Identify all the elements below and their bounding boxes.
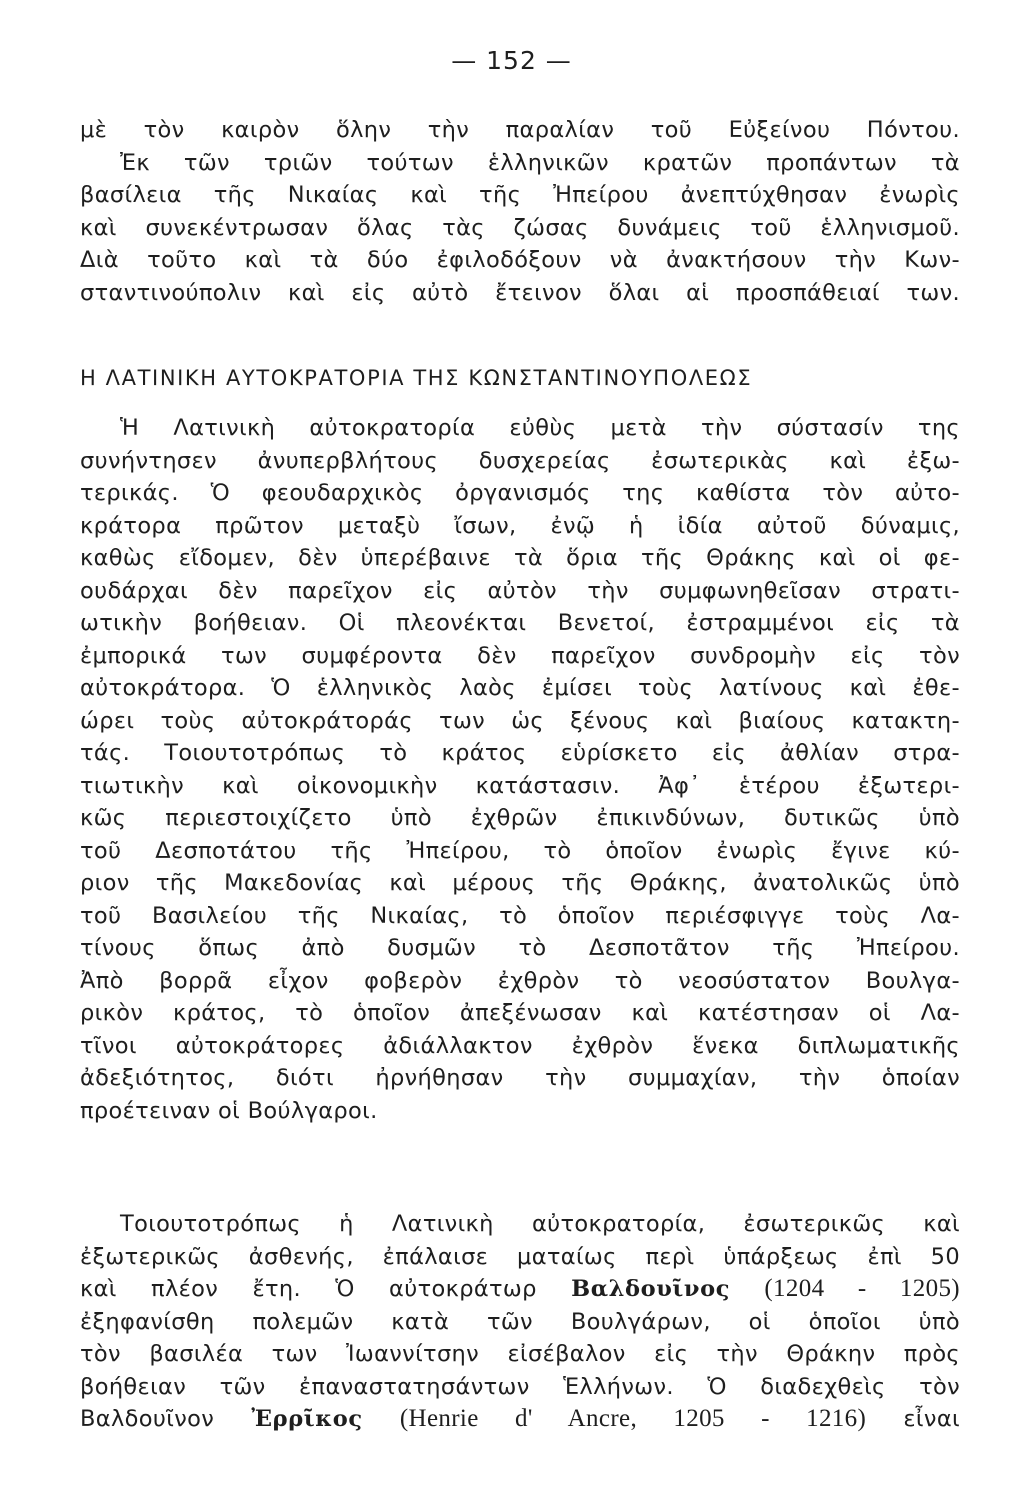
text-line: βοήθειαν τῶν ἐπαναστατησάντων Ἑλλήνων. Ὁ διαδεχθεὶς τὸν (80, 1373, 960, 1400)
text-line: ἐξωτερικῶς ἀσθενής, ἐπάλαισε ματαίως περὶ ὑπάρξεως ἐπὶ 50 (80, 1243, 960, 1270)
text-segment: καὶ πλέον ἔτη. Ὁ αὐτοκράτωρ (80, 1276, 537, 1302)
henry-parenthetical: (Henrie d' Ancre, 1205 - 1216) (399, 1405, 867, 1432)
text-line: ριον τῆς Μακεδονίας καὶ μέρους τῆς Θράκης, ἀνατολικῶς ὑπὸ (80, 870, 960, 896)
reign-dates: (1204 - 1205) (764, 1275, 960, 1302)
section-heading: Η ΛΑΤΙΝΙΚΗ ΑΥΤΟΚΡΑΤΟΡΙΑ ΤΗΣ ΚΩΝΣΤΑΝΤΙΝΟΥΠΟΛΕΩΣ (80, 366, 753, 390)
text-line: τὸν βασιλέα των Ἰωαννίτσην εἰσέβαλον εἰς τὴν Θράκην πρὸς (80, 1341, 960, 1367)
text-line: ρικὸν κράτος, τὸ ὁποῖον ἀπεξένωσαν καὶ κατέστησαν οἱ Λα- (80, 1000, 960, 1026)
emperor-name-henry: Ἐρρῖκος (251, 1406, 363, 1432)
text-line (80, 1403, 960, 1436)
text-line: καὶ συνεκέντρωσαν ὅλας τὰς ζώσας δυνάμεις τοῦ ἑλληνισμοῦ. (80, 214, 960, 241)
text-line: Ἐκ τῶν τριῶν τούτων ἑλληνικῶν κρατῶν προπάντων τὰ (120, 149, 960, 176)
page-number: — 152 — (451, 46, 572, 75)
text-line: προέτειναν οἱ Βούλγαροι. (80, 1097, 378, 1124)
paragraph-emperors (80, 1208, 960, 1436)
emperor-name-baldwin: Βαλδουῖνος (571, 1276, 731, 1302)
text-line: τιωτικὴν καὶ οἰκονομικὴν κατάστασιν. Ἀφ᾿ ἑτέρου ἐξωτερι- (80, 772, 960, 799)
text-line: τάς. Τοιουτοτρόπως τὸ κράτος εὑρίσκετο εἰς ἀθλίαν στρα- (80, 740, 960, 766)
text-line: ἀδεξιότητος, διότι ἠρνήθησαν τὴν συμμαχίαν, τὴν ὁποίαν (80, 1065, 960, 1091)
text-line: Τοιουτοτρόπως ἡ Λατινικὴ αὐτοκρατορία, ἐσωτερικῶς καὶ (120, 1211, 960, 1237)
text-segment: Βαλδουῖνον (80, 1406, 215, 1432)
text-line: αὐτοκράτορα. Ὁ ἑλληνικὸς λαὸς ἐμίσει τοὺς λατίνους καὶ ἐθε- (80, 675, 960, 701)
text-line: Διὰ τοῦτο καὶ τὰ δύο ἐφιλοδόξουν νὰ ἀνακτήσουν τὴν Κων- (80, 247, 960, 273)
text-line: μὲ τὸν καιρὸν ὅλην τὴν παραλίαν τοῦ Εὐξείνου Πόντου. (80, 117, 960, 143)
text-line: Ἡ Λατινικὴ αὐτοκρατορία εὐθὺς μετὰ τὴν σύστασίν της (120, 415, 960, 441)
text-line: τῖνοι αὐτοκράτορες ἀδιάλλακτον ἐχθρὸν ἕνεκα διπλωματικῆς (80, 1032, 960, 1059)
text-line: σταντινούπολιν καὶ εἰς αὐτὸ ἔτεινον ὅλαι αἱ προσπάθειαί των. (80, 279, 960, 306)
text-line: ἐξηφανίσθη πολεμῶν κατὰ τῶν Βουλγάρων, οἱ ὁποῖοι ὑπὸ (80, 1308, 960, 1335)
text-line: ώρει τοὺς αὐτοκράτοράς των ὡς ξένους καὶ βιαίους κατακτη- (80, 707, 960, 734)
text-line: κράτορα πρῶτον μεταξὺ ἴσων, ἐνῷ ἡ ἰδία αὐτοῦ δύναμις, (80, 512, 960, 539)
text-line: κῶς περιεστοιχίζετο ὑπὸ ἐχθρῶν ἐπικινδύνων, δυτικῶς ὑπὸ (80, 805, 960, 831)
text-line: ωτικὴν βοήθειαν. Οἱ πλεονέκται Βενετοί, ἐστραμμένοι εἰς τὰ (80, 610, 960, 636)
text-line: ουδάρχαι δὲν παρεῖχον εἰς αὐτὸν τὴν συμφωνηθεῖσαν στρατι- (80, 577, 960, 604)
text-line: ἐμπορικά των συμφέροντα δὲν παρεῖχον συνδρομὴν εἰς τὸν (80, 642, 960, 669)
text-line: Ἀπὸ βορρᾶ εἶχον φοβερὸν ἐχθρὸν τὸ νεοσύστατον Βουλγα- (80, 967, 960, 994)
text-line: συνήντησεν ἀνυπερβλήτους δυσχερείας ἐσωτερικὰς καὶ ἐξω- (80, 447, 960, 474)
text-line: τερικάς. Ὁ φεουδαρχικὸς ὀργανισμός της καθίστα τὸν αὐτο- (80, 480, 960, 506)
text-segment: εἶναι (903, 1406, 960, 1432)
paragraph-latin-empire (80, 412, 960, 1127)
text-line: τίνους ὅπως ἀπὸ δυσμῶν τὸ Δεσποτᾶτον τῆς Ἠπείρου. (80, 935, 960, 961)
text-line: καθὼς εἴδομεν, δὲν ὑπερέβαινε τὰ ὅρια τῆς Θράκης καὶ οἱ φε- (80, 545, 960, 571)
text-line: τοῦ Δεσποτάτου τῆς Ἠπείρου, τὸ ὁποῖον ἐνωρὶς ἔγινε κύ- (80, 837, 960, 864)
text-line: βασίλεια τῆς Νικαίας καὶ τῆς Ἠπείρου ἀνεπτύχθησαν ἐνωρὶς (80, 182, 960, 208)
text-line: τοῦ Βασιλείου τῆς Νικαίας, τὸ ὁποῖον περιέσφιγγε τοὺς Λα- (80, 902, 960, 929)
text-line (80, 1273, 960, 1306)
paragraph-intro (80, 114, 960, 309)
